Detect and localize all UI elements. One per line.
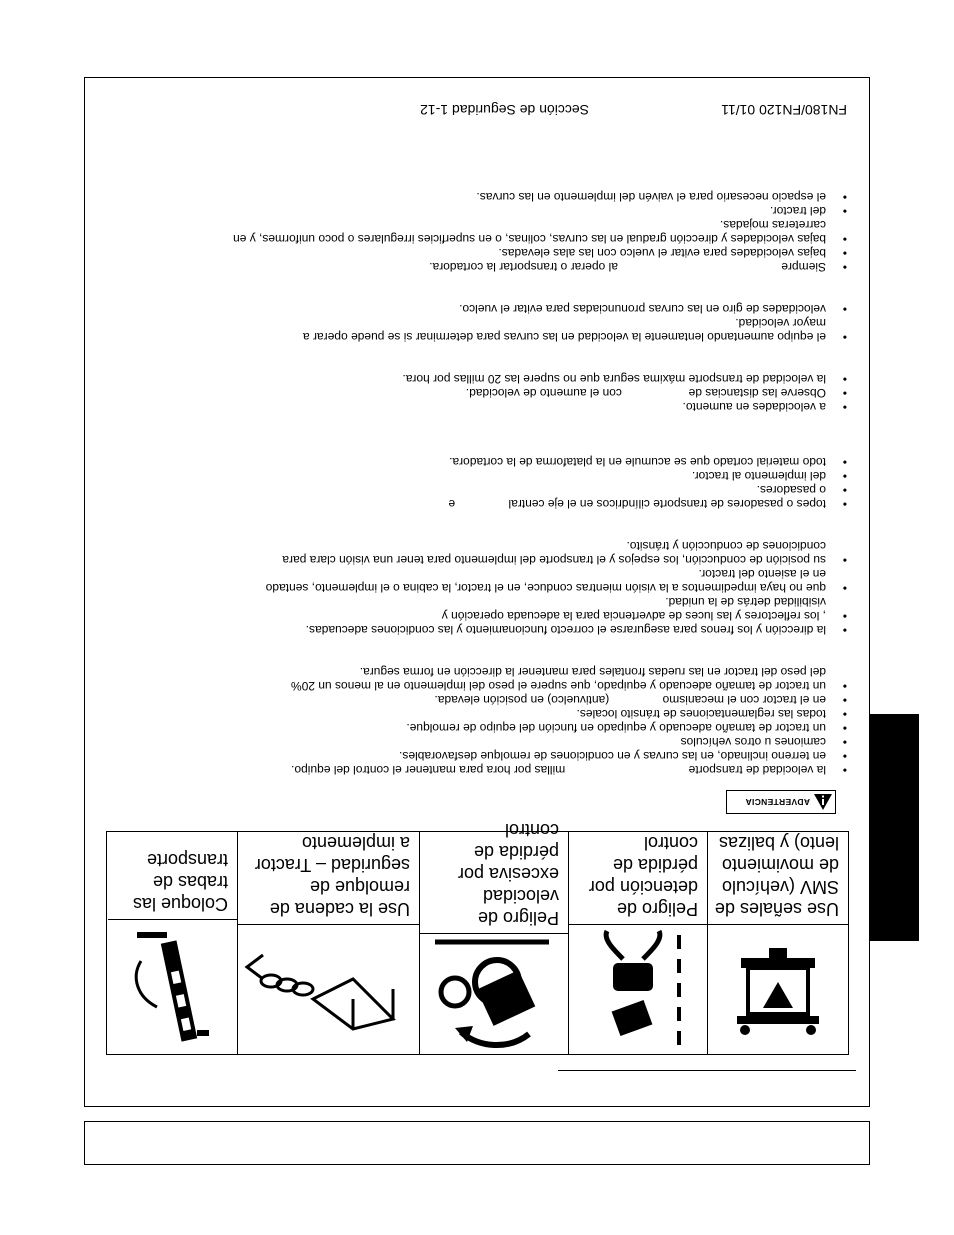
bullet-item: • camiones u otros vehículos	[102, 735, 847, 749]
bullet-item: • o pasadores.	[102, 483, 847, 497]
bullet-item: • un tractor de tamaño adecuado y equipado en función del equipo de remolque.	[102, 721, 847, 735]
bullet-continuation: condiciones de conducción y tránsito.	[626, 539, 826, 553]
chain-caption: Use la cadena de remolque de seguridad – Tractor a implemento	[254, 833, 410, 919]
bullet-item: • bajas velocidades y dirección gradual en las curvas, colinas, o en superficies irregulares o poco uniformes, y en	[102, 232, 847, 246]
paragraph-gap	[102, 344, 847, 372]
transport-lock-pin-icon	[108, 919, 237, 1054]
bullet-continuation: mayor velocidad.	[735, 316, 826, 330]
paragraph-gap	[102, 414, 847, 455]
overspeed-caption: Peligro de velocidad excesiva por pérdida de control	[457, 820, 559, 928]
smv-cell	[708, 832, 848, 1054]
bullet-item: • todas las reglamentaciones de tránsito locales.	[102, 707, 847, 721]
warning-triangle-icon	[813, 793, 833, 811]
paragraph-gap	[102, 637, 847, 665]
bullet-item: • Siempre al operar o transportar la cortadora.	[102, 260, 847, 274]
warning-label	[726, 790, 836, 814]
bullet-item: • un tractor de tamaño adecuado y equipado, que supere el peso del implemento en al menos un 20%	[102, 679, 847, 693]
bullet-item: • todo material cortado que se acumule en la plataforma de la cortadora.	[102, 455, 847, 469]
chain-cell	[238, 832, 420, 1054]
bullet-item: • del tractor.	[102, 204, 847, 218]
bullet-item: • a velocidades en aumento.	[102, 400, 847, 414]
safety-icon-table	[106, 820, 849, 1055]
safety-instructions	[102, 190, 847, 777]
section-page-number: Sección de Seguridad 1-12	[420, 102, 589, 118]
bullet-continuation: en el asiento del tractor.	[698, 567, 826, 581]
overspeed-cell	[420, 820, 569, 1054]
header-box	[84, 1121, 870, 1165]
bullet-item: • la dirección y los frenos para asegurarse el correcto funcionamiento y las condiciones adecuadas.	[102, 623, 847, 637]
transport-lock-cell	[108, 832, 238, 1054]
warning-word: ADVERTENCIA	[745, 797, 810, 807]
smv-caption: Use señales de SMV (vehículo de movimiento lento) y balizas	[714, 833, 839, 919]
smv-sign-icon	[708, 924, 848, 1054]
bullet-item: • topes o pasadores de transporte cilíndricos en el eje central e	[102, 497, 847, 511]
jackknife-cell	[569, 832, 708, 1054]
bullet-item: • , los reflectores y las luces de advertencia para la adecuada operación y	[102, 609, 847, 623]
bullet-item: • en el tractor con el mecanismo (antivuelco) en posición elevada.	[102, 693, 847, 707]
transport-lock-caption: Coloque las trabas de transporte	[132, 850, 228, 914]
section-tab	[869, 714, 919, 941]
bullet-item: • en terreno inclinado, en las curvas y en condiciones de remolque desfavorables.	[102, 749, 847, 763]
bullet-item: • la velocidad de transporte millas por hora para mantener el control del equipo.	[102, 763, 847, 777]
bullet-item: • que no haya impedimentos a la visión mientras conduce, en el tractor, la cabina o el implemento, sentado	[102, 581, 847, 595]
bullet-continuation: carreteras mojadas.	[719, 218, 826, 232]
overspeed-tractor-icon	[420, 933, 568, 1054]
bullet-item: • el equipo aumentando lentamente la velocidad en las curvas para determinar si se puede operar a	[102, 330, 847, 344]
bullet-item: • bajas velocidades para evitar el vuelco con las alas elevadas.	[102, 246, 847, 260]
bullet-item: • su posición de conducción, los espejos y el transporte del implemento para tener una visión clara para	[102, 553, 847, 567]
paragraph-gap	[102, 274, 847, 302]
divider-line	[558, 1070, 856, 1071]
safety-chain-icon	[238, 924, 419, 1054]
bullet-item: • el espacio necesario para el vaivén del implemento en las curvas.	[102, 190, 847, 204]
tractor-jackknife-icon	[569, 924, 707, 1054]
jackknife-caption: Peligro de detención por pérdida de control	[588, 833, 698, 919]
bullet-item: • la velocidad de transporte máxima segura que no supere las 20 millas por hora.	[102, 372, 847, 386]
bullet-continuation: visibilidad detrás de la unidad.	[665, 595, 826, 609]
bullet-continuation: del peso del tractor en las ruedas frontales para mantener la dirección en forma segura.	[359, 665, 826, 679]
bullet-item: • del implemento al tractor.	[102, 469, 847, 483]
bullet-item: • Observe las distancias de con el aumento de velocidad.	[102, 386, 847, 400]
paragraph-gap	[102, 511, 847, 539]
bullet-item: • velocidades de giro en las curvas pronunciadas para evitar el vuelco.	[102, 302, 847, 316]
model-date: FN180/FN120 01/11	[721, 102, 847, 118]
